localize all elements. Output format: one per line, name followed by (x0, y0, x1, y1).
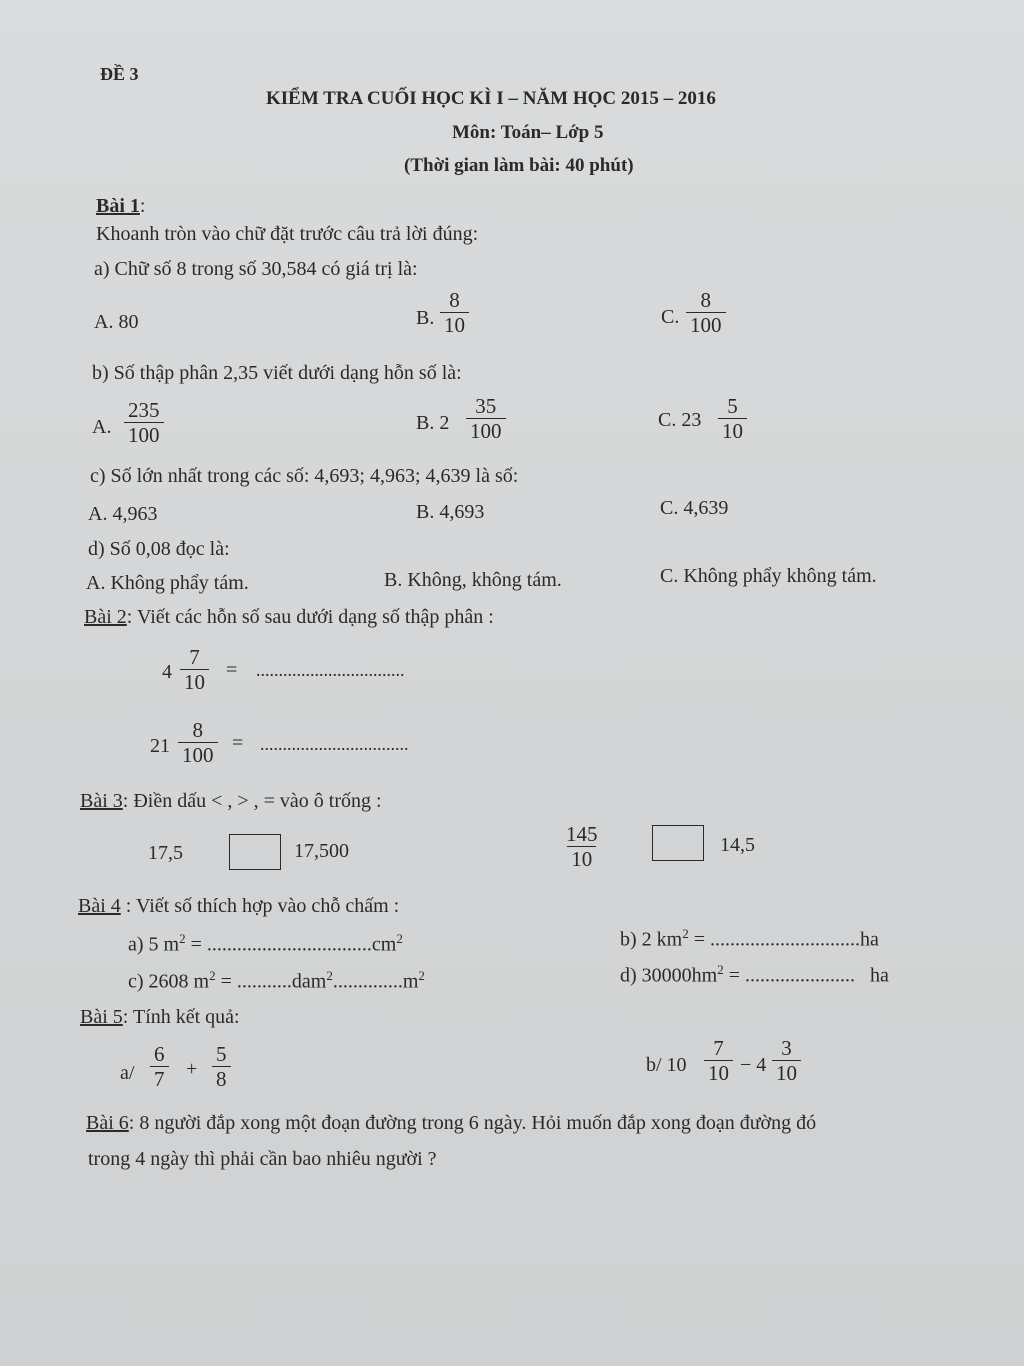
bai5-b-label: b/ 10 (646, 1054, 687, 1076)
bai2-item1-equals: = (226, 659, 238, 681)
bai6-line1 (86, 1112, 816, 1135)
fraction-numerator: 7 (189, 645, 200, 669)
bai4-label: Bài 4 (78, 895, 121, 917)
bai6-label: Bài 6 (86, 1112, 129, 1134)
fraction-numerator: 235 (128, 398, 160, 422)
bai1-c-option-c: C. 4,639 (660, 497, 729, 519)
bai2-item2-equals: = (232, 732, 244, 754)
bai6-line2: trong 4 ngày thì phải cần bao nhiêu người ? (88, 1148, 437, 1170)
fraction-denominator: 10 (180, 669, 209, 694)
bai3-fraction (562, 822, 602, 871)
fraction-denominator: 100 (124, 422, 164, 447)
fraction-denominator: 100 (466, 418, 506, 443)
exam-title: KIỂM TRA CUỐI HỌC KÌ I – NĂM HỌC 2015 – 2016 (266, 88, 716, 109)
bai4-a-prefix: a) 5 m (128, 933, 180, 956)
bai5-b-operator: − 4 (740, 1054, 767, 1076)
bai1-a-option-c-fraction (686, 288, 726, 337)
equals: = (723, 964, 745, 987)
bai4-c (128, 968, 425, 994)
bai6-text-1: : 8 người đắp xong một đoạn đường trong 6 ngày. Hỏi muốn đắp xong đoạn đường đó (128, 1112, 817, 1134)
bai2-item2-fraction (178, 718, 218, 767)
fraction-denominator: 100 (686, 312, 726, 337)
fraction-denominator: 100 (178, 742, 218, 767)
bai3-left1: 17,5 (148, 842, 183, 864)
bai4-c-blank-2[interactable]: .............. (332, 970, 403, 993)
bai1-a-option-c: C. (661, 306, 680, 328)
bai1-b-option-c-fraction (718, 394, 747, 443)
fraction-numerator: 145 (566, 822, 598, 846)
exam-code: ĐỀ 3 (100, 64, 139, 84)
unit: m (402, 970, 419, 993)
bai1-c-option-b: B. 4,693 (416, 501, 485, 523)
bai5-instruction: : Tính kết quả: (122, 1006, 240, 1028)
bai2-instruction: : Viết các hỗn số sau dưới dạng số thập phân : (126, 606, 494, 628)
bai5-label: Bài 5 (80, 1006, 123, 1028)
bai4-d-prefix: d) 30000hm (620, 964, 718, 987)
bai4-c-prefix: c) 2608 m (128, 970, 210, 993)
superscript: 2 (326, 968, 333, 983)
fraction-numerator: 6 (154, 1042, 165, 1066)
bai1-a-option-b: B. (416, 307, 435, 329)
unit: ha (870, 964, 889, 987)
fraction-denominator: 10 (704, 1060, 733, 1085)
bai2-item2-whole: 21 (150, 735, 170, 757)
bai4-b-blank[interactable]: .............................. (710, 928, 860, 951)
bai1-d-option-a: A. Không phẩy tám. (86, 572, 249, 594)
fraction-denominator: 7 (150, 1066, 169, 1091)
superscript: 2 (682, 926, 689, 941)
bai3-right1: 17,500 (294, 840, 349, 862)
bai3-answer-box-1[interactable] (229, 834, 281, 870)
bai4-instruction: : Viết số thích hợp vào chỗ chấm : (120, 895, 400, 917)
fraction-numerator: 5 (216, 1042, 227, 1066)
bai5-b-fraction-2 (772, 1036, 801, 1085)
bai1-b-option-a: A. (92, 416, 112, 438)
bai1-a-question: a) Chữ số 8 trong số 30,584 có giá trị là: (94, 258, 418, 280)
bai2-item1-whole: 4 (162, 661, 172, 683)
unit: ha (860, 928, 879, 951)
bai4-a (128, 931, 403, 957)
fraction-numerator: 35 (475, 394, 497, 418)
bai4-a-blank[interactable]: ................................. (206, 933, 372, 956)
bai1-b-option-b: B. 2 (416, 412, 450, 434)
superscript: 2 (418, 968, 425, 983)
exam-time: (Thời gian làm bài: 40 phút) (404, 155, 634, 176)
fraction-numerator: 3 (781, 1036, 792, 1060)
exam-subject: Môn: Toán– Lớp 5 (452, 122, 604, 143)
bai5-a-operator: + (186, 1058, 198, 1080)
bai1-a-option-a: A. 80 (94, 311, 139, 333)
unit: cm (371, 933, 397, 956)
bai2-heading (84, 606, 494, 629)
equals: = (215, 970, 237, 993)
fraction-denominator: 10 (772, 1060, 801, 1085)
bai3-instruction: : Điền dấu < , > , = vào ô trống : (122, 790, 382, 812)
bai1-b-option-c: C. 23 (658, 409, 702, 431)
bai4-b (620, 926, 879, 952)
fraction-denominator: 10 (440, 312, 469, 337)
bai5-b-fraction-1 (704, 1036, 733, 1085)
bai4-c-blank-1[interactable]: ........... (236, 970, 292, 993)
bai1-a-option-b-fraction (440, 288, 469, 337)
bai1-d-option-c: C. Không phẩy không tám. (660, 565, 877, 587)
bai5-a-label: a/ (120, 1062, 135, 1084)
equals: = (185, 933, 207, 956)
bai2-label: Bài 2 (84, 606, 127, 628)
superscript: 2 (396, 931, 403, 946)
bai1-d-question: d) Số 0,08 đọc là: (88, 538, 230, 560)
fraction-denominator: 10 (567, 846, 596, 871)
bai1-heading (96, 195, 145, 218)
bai1-c-question: c) Số lớn nhất trong các số: 4,693; 4,963; 4,639 là số: (90, 465, 519, 487)
equals: = (688, 928, 710, 951)
fraction-denominator: 8 (212, 1066, 231, 1091)
bai1-b-option-b-fraction (466, 394, 506, 443)
bai4-heading (78, 895, 399, 918)
fraction-numerator: 8 (700, 288, 711, 312)
bai1-instruction: Khoanh tròn vào chữ đặt trước câu trả lời đúng: (96, 223, 479, 245)
bai1-c-option-a: A. 4,963 (88, 503, 158, 525)
bai1-d-option-b: B. Không, không tám. (384, 569, 562, 591)
bai1-b-option-a-fraction (124, 398, 164, 447)
fraction-numerator: 7 (713, 1036, 724, 1060)
bai2-item1-blank[interactable]: ................................. (256, 660, 405, 680)
bai1-label: Bài 1 (96, 195, 140, 217)
superscript: 2 (209, 968, 216, 983)
bai3-answer-box-2[interactable] (652, 825, 704, 861)
fraction-numerator: 8 (192, 718, 203, 742)
unit: dam (291, 970, 327, 993)
fraction-numerator: 8 (449, 288, 460, 312)
bai1-b-question: b) Số thập phân 2,35 viết dưới dạng hỗn số là: (92, 362, 462, 384)
bai2-item1-fraction (180, 645, 209, 694)
superscript: 2 (179, 931, 186, 946)
bai4-b-prefix: b) 2 km (620, 928, 683, 951)
bai5-a-fraction-1 (150, 1042, 169, 1091)
fraction-denominator: 10 (718, 418, 747, 443)
superscript: 2 (717, 962, 724, 977)
bai5-heading (80, 1006, 240, 1029)
bai3-heading (80, 790, 382, 813)
bai5-a-fraction-2 (212, 1042, 231, 1091)
bai3-right2: 14,5 (720, 834, 755, 856)
fraction-numerator: 5 (727, 394, 738, 418)
bai4-d (620, 962, 889, 988)
bai3-label: Bài 3 (80, 790, 123, 812)
bai1-colon: : (139, 195, 146, 217)
bai4-d-blank[interactable]: ...................... (745, 964, 855, 987)
bai2-item2-blank[interactable]: ................................. (260, 734, 409, 754)
